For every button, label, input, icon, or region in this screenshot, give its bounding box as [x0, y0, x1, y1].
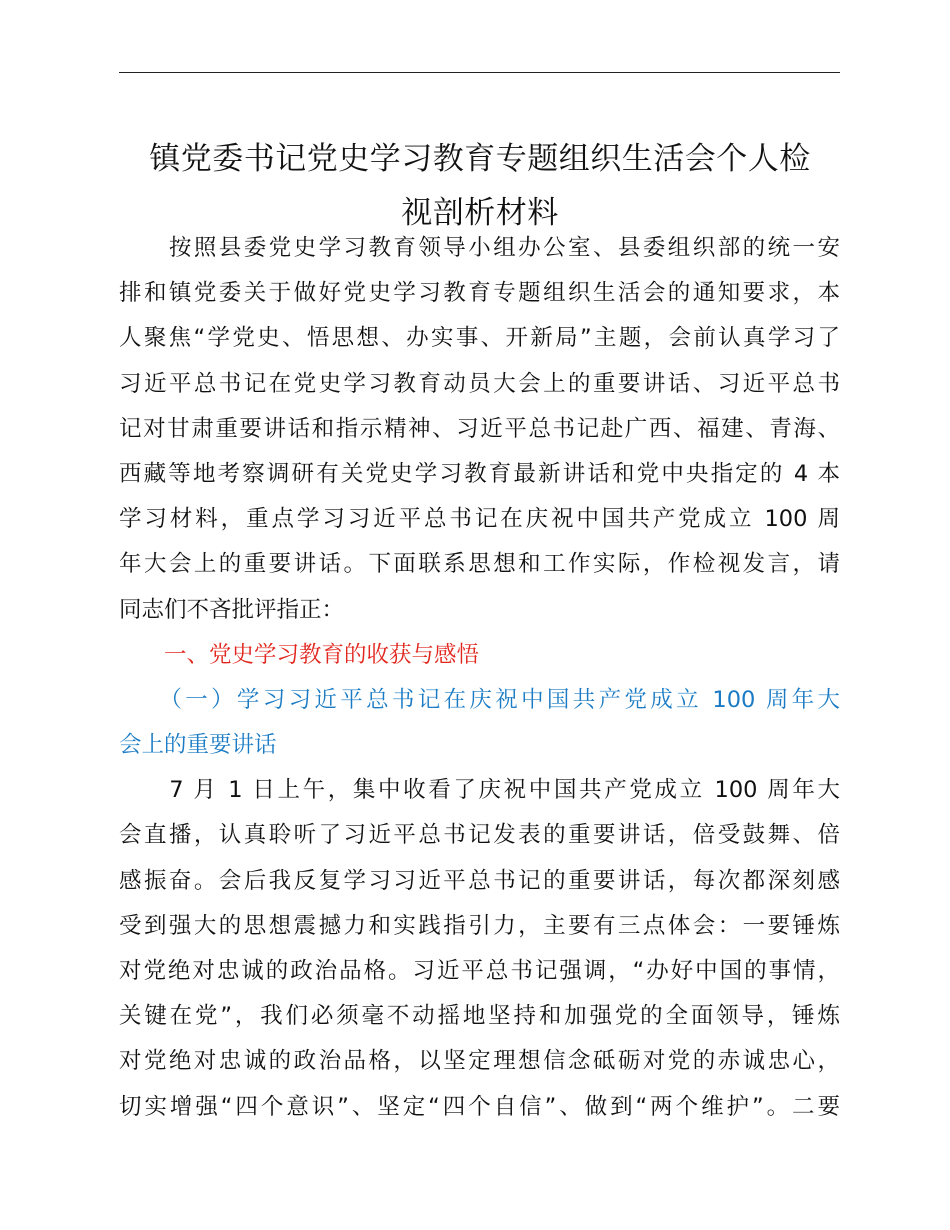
- subsection-heading-line: （一）学习习近平总书记在庆祝中国共产党成立 100 周年大: [119, 686, 840, 713]
- paragraph-line: 切实增强“四个意识”、坚定“四个自信”、做到“两个维护”。二要: [119, 1093, 840, 1120]
- intro-line: 人聚焦“学党史、悟思想、办实事、开新局”主题，会前认真学习了: [119, 325, 840, 352]
- body-paragraph: [119, 768, 840, 1130]
- paragraph-line: 对党绝对忠诚的政治品格，以坚定理想信念砥砺对党的赤诚忠心，: [119, 1048, 840, 1075]
- document-body: [119, 226, 840, 1130]
- intro-line: 排和镇党委关于做好党史学习教育专题组织生活会的通知要求，本: [119, 280, 840, 307]
- intro-paragraph: [119, 226, 840, 633]
- paragraph-line: 感振奋。会后我反复学习习近平总书记的重要讲话，每次都深刻感: [119, 867, 840, 894]
- document-title: [110, 132, 850, 240]
- intro-line: 学习材料，重点学习习近平总书记在庆祝中国共产党成立 100 周: [119, 506, 840, 533]
- paragraph-line: 关键在党”，我们必须毫不动摇地坚持和加强党的全面领导，锤炼: [119, 1003, 840, 1030]
- section-heading-1: 一、党史学习教育的收获与感悟: [119, 641, 480, 668]
- paragraph-line: 受到强大的思想震撼力和实践指引力，主要有三点体会：一要锤炼: [119, 912, 840, 939]
- intro-line: 习近平总书记在党史学习教育动员大会上的重要讲话、习近平总书: [119, 370, 840, 397]
- paragraph-line: 会直播，认真聆听了习近平总书记发表的重要讲话，倍受鼓舞、倍: [119, 822, 840, 849]
- header-rule: [119, 72, 840, 73]
- intro-line: 西藏等地考察调研有关党史学习教育最新讲话和党中央指定的 4 本: [119, 460, 840, 487]
- intro-line: 记对甘肃重要讲话和指示精神、习近平总书记赴广西、福建、青海、: [119, 415, 840, 442]
- paragraph-line: 7 月 1 日上午，集中收看了庆祝中国共产党成立 100 周年大: [119, 777, 840, 804]
- intro-line: 同志们不吝批评指正：: [119, 596, 345, 623]
- title-line-1: 镇党委书记党史学习教育专题组织生活会个人检: [149, 141, 811, 177]
- subsection-heading-line: 会上的重要讲话: [119, 732, 277, 759]
- title-line-2: 视剖析材料: [401, 195, 559, 231]
- subsection-heading-1: [119, 678, 840, 768]
- intro-line: 按照县委党史学习教育领导小组办公室、县委组织部的统一安: [119, 235, 840, 261]
- intro-line: 年大会上的重要讲话。下面联系思想和工作实际，作检视发言，请: [119, 551, 840, 578]
- paragraph-line: 对党绝对忠诚的政治品格。习近平总书记强调，“办好中国的事情，: [119, 958, 840, 984]
